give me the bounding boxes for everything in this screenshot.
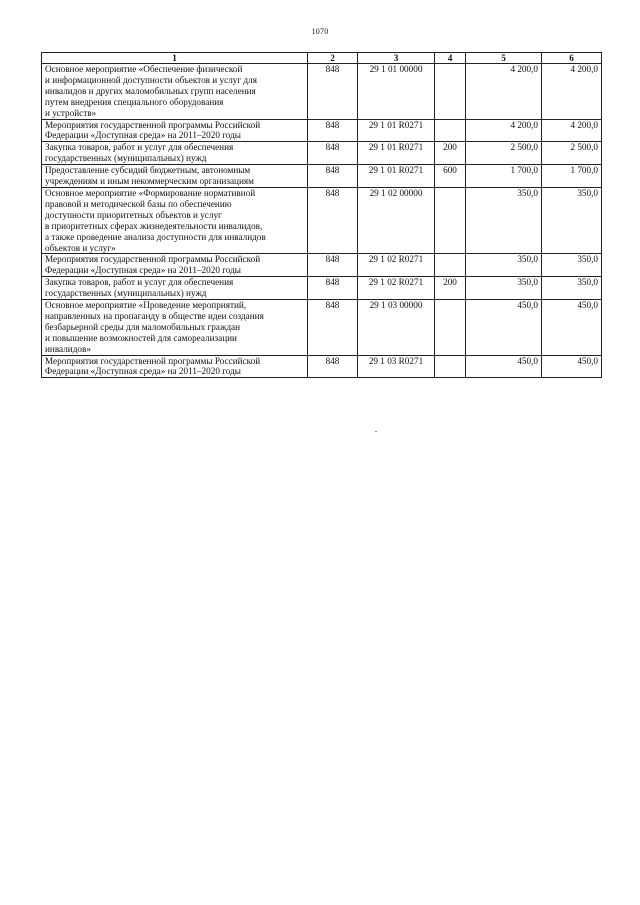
cell-text-line: учреждениям и иным некоммерческим организациям	[45, 176, 254, 187]
cell-amount-2: 2 500,0	[542, 142, 602, 165]
cell-text-line: государственных (муниципальных) нужд	[45, 288, 207, 299]
cell-text-line: объектов и услуг»	[45, 242, 116, 253]
cell-text-line: Предоставление субсидий бюджетным, автономным	[45, 165, 251, 176]
cell-amount-1: 4 200,0	[466, 119, 542, 142]
cell-expense-type	[435, 355, 466, 378]
cell-amount-2: 350,0	[542, 254, 602, 277]
cell-text-line: инвалидов и других маломобильных групп населения	[45, 85, 256, 96]
cell-amount-2: 450,0	[542, 355, 602, 378]
cell-text-line: Основное мероприятие «Формирование нормативной	[45, 187, 256, 198]
cell-text-line: Закупка товаров, работ и услуг для обеспечения	[45, 142, 234, 153]
cell-text-line: доступности приоритетных объектов и услуг	[45, 209, 222, 220]
cell-text-line: Мероприятия государственной программы Российской	[45, 119, 261, 130]
cell-target-article: 29 1 02 R0271	[358, 277, 435, 300]
cell-name	[42, 355, 308, 378]
cell-expense-type	[435, 64, 466, 120]
cell-expense-type: 200	[435, 277, 466, 300]
cell-name	[42, 64, 308, 120]
cell-text-line: Основное мероприятие «Проведение мероприятий,	[45, 300, 247, 311]
cell-target-article: 29 1 03 R0271	[358, 355, 435, 378]
cell-amount-2: 4 200,0	[542, 64, 602, 120]
cell-amount-2: 4 200,0	[542, 119, 602, 142]
table-row	[42, 142, 602, 165]
cell-text-line: и устройств»	[45, 107, 97, 118]
cell-text-line: правовой и методической базы по обеспечению	[45, 198, 232, 209]
cell-name	[42, 165, 308, 188]
cell-target-article: 29 1 02 00000	[358, 187, 435, 253]
cell-target-article: 29 1 01 R0271	[358, 119, 435, 142]
cell-name	[42, 187, 308, 253]
column-header-sum1: 5	[466, 53, 542, 64]
cell-target-article: 29 1 01 00000	[358, 64, 435, 120]
table-row	[42, 165, 602, 188]
cell-text-line: Мероприятия государственной программы Российской	[45, 355, 261, 366]
cell-code: 848	[308, 142, 358, 165]
table-row	[42, 187, 602, 253]
table-row	[42, 64, 602, 120]
cell-amount-2: 450,0	[542, 300, 602, 356]
cell-amount-2: 350,0	[542, 277, 602, 300]
cell-amount-1: 2 500,0	[466, 142, 542, 165]
cell-name	[42, 119, 308, 142]
scan-speck	[375, 431, 377, 432]
table-row	[42, 277, 602, 300]
column-header-type: 4	[435, 53, 466, 64]
cell-text-line: государственных (муниципальных) нужд	[45, 153, 207, 164]
cell-code: 848	[308, 64, 358, 120]
cell-expense-type: 600	[435, 165, 466, 188]
cell-target-article: 29 1 01 R0271	[358, 142, 435, 165]
cell-expense-type	[435, 187, 466, 253]
table-row	[42, 355, 602, 378]
cell-text-line: Закупка товаров, работ и услуг для обеспечения	[45, 277, 234, 288]
column-header-code: 2	[308, 53, 358, 64]
cell-expense-type: 200	[435, 142, 466, 165]
cell-text-line: инвалидов»	[45, 343, 91, 354]
cell-amount-2: 1 700,0	[542, 165, 602, 188]
cell-amount-1: 4 200,0	[466, 64, 542, 120]
table-row	[42, 119, 602, 142]
cell-text-line: и информационной доступности объектов и услуг для	[45, 74, 257, 85]
cell-code: 848	[308, 187, 358, 253]
cell-name	[42, 142, 308, 165]
cell-text-line: Федерации «Доступная среда» на 2011–2020 годы	[45, 265, 241, 276]
cell-code: 848	[308, 165, 358, 188]
cell-text-line: и повышение возможностей для самореализации	[45, 332, 237, 343]
cell-target-article: 29 1 02 R0271	[358, 254, 435, 277]
cell-amount-1: 350,0	[466, 277, 542, 300]
table-row	[42, 254, 602, 277]
cell-code: 848	[308, 277, 358, 300]
cell-text-line: в приоритетных сферах жизнедеятельности инвалидов,	[45, 220, 263, 231]
table-body	[42, 64, 602, 378]
cell-expense-type	[435, 300, 466, 356]
cell-amount-1: 450,0	[466, 355, 542, 378]
cell-expense-type	[435, 254, 466, 277]
budget-table	[41, 52, 602, 378]
cell-target-article: 29 1 03 00000	[358, 300, 435, 356]
cell-text-line: Федерации «Доступная среда» на 2011–2020 годы	[45, 366, 241, 377]
cell-code: 848	[308, 300, 358, 356]
cell-code: 848	[308, 254, 358, 277]
cell-text-line: направленных на пропаганду в обществе идеи создания	[45, 310, 264, 321]
cell-text-line: а также проведение анализа доступности для инвалидов	[45, 231, 266, 242]
cell-text-line: Мероприятия государственной программы Российской	[45, 254, 261, 265]
table-header-row	[42, 53, 602, 64]
cell-amount-1: 350,0	[466, 254, 542, 277]
cell-amount-1: 1 700,0	[466, 165, 542, 188]
column-header-name: 1	[42, 53, 308, 64]
column-header-target: 3	[358, 53, 435, 64]
cell-amount-1: 350,0	[466, 187, 542, 253]
cell-text-line: путем внедрения специального оборудования	[45, 96, 224, 107]
cell-expense-type	[435, 119, 466, 142]
cell-name	[42, 254, 308, 277]
cell-amount-1: 450,0	[466, 300, 542, 356]
page-number: 1070	[311, 27, 329, 36]
column-header-sum2: 6	[542, 53, 602, 64]
cell-code: 848	[308, 355, 358, 378]
cell-name	[42, 300, 308, 356]
table-row	[42, 300, 602, 356]
cell-text-line: Федерации «Доступная среда» на 2011–2020 годы	[45, 130, 241, 141]
cell-text-line: безбарьерной среды для маломобильных граждан	[45, 321, 240, 332]
cell-code: 848	[308, 119, 358, 142]
cell-name	[42, 277, 308, 300]
cell-text-line: Основное мероприятие «Обеспечение физической	[45, 64, 243, 74]
cell-target-article: 29 1 01 R0271	[358, 165, 435, 188]
cell-amount-2: 350,0	[542, 187, 602, 253]
